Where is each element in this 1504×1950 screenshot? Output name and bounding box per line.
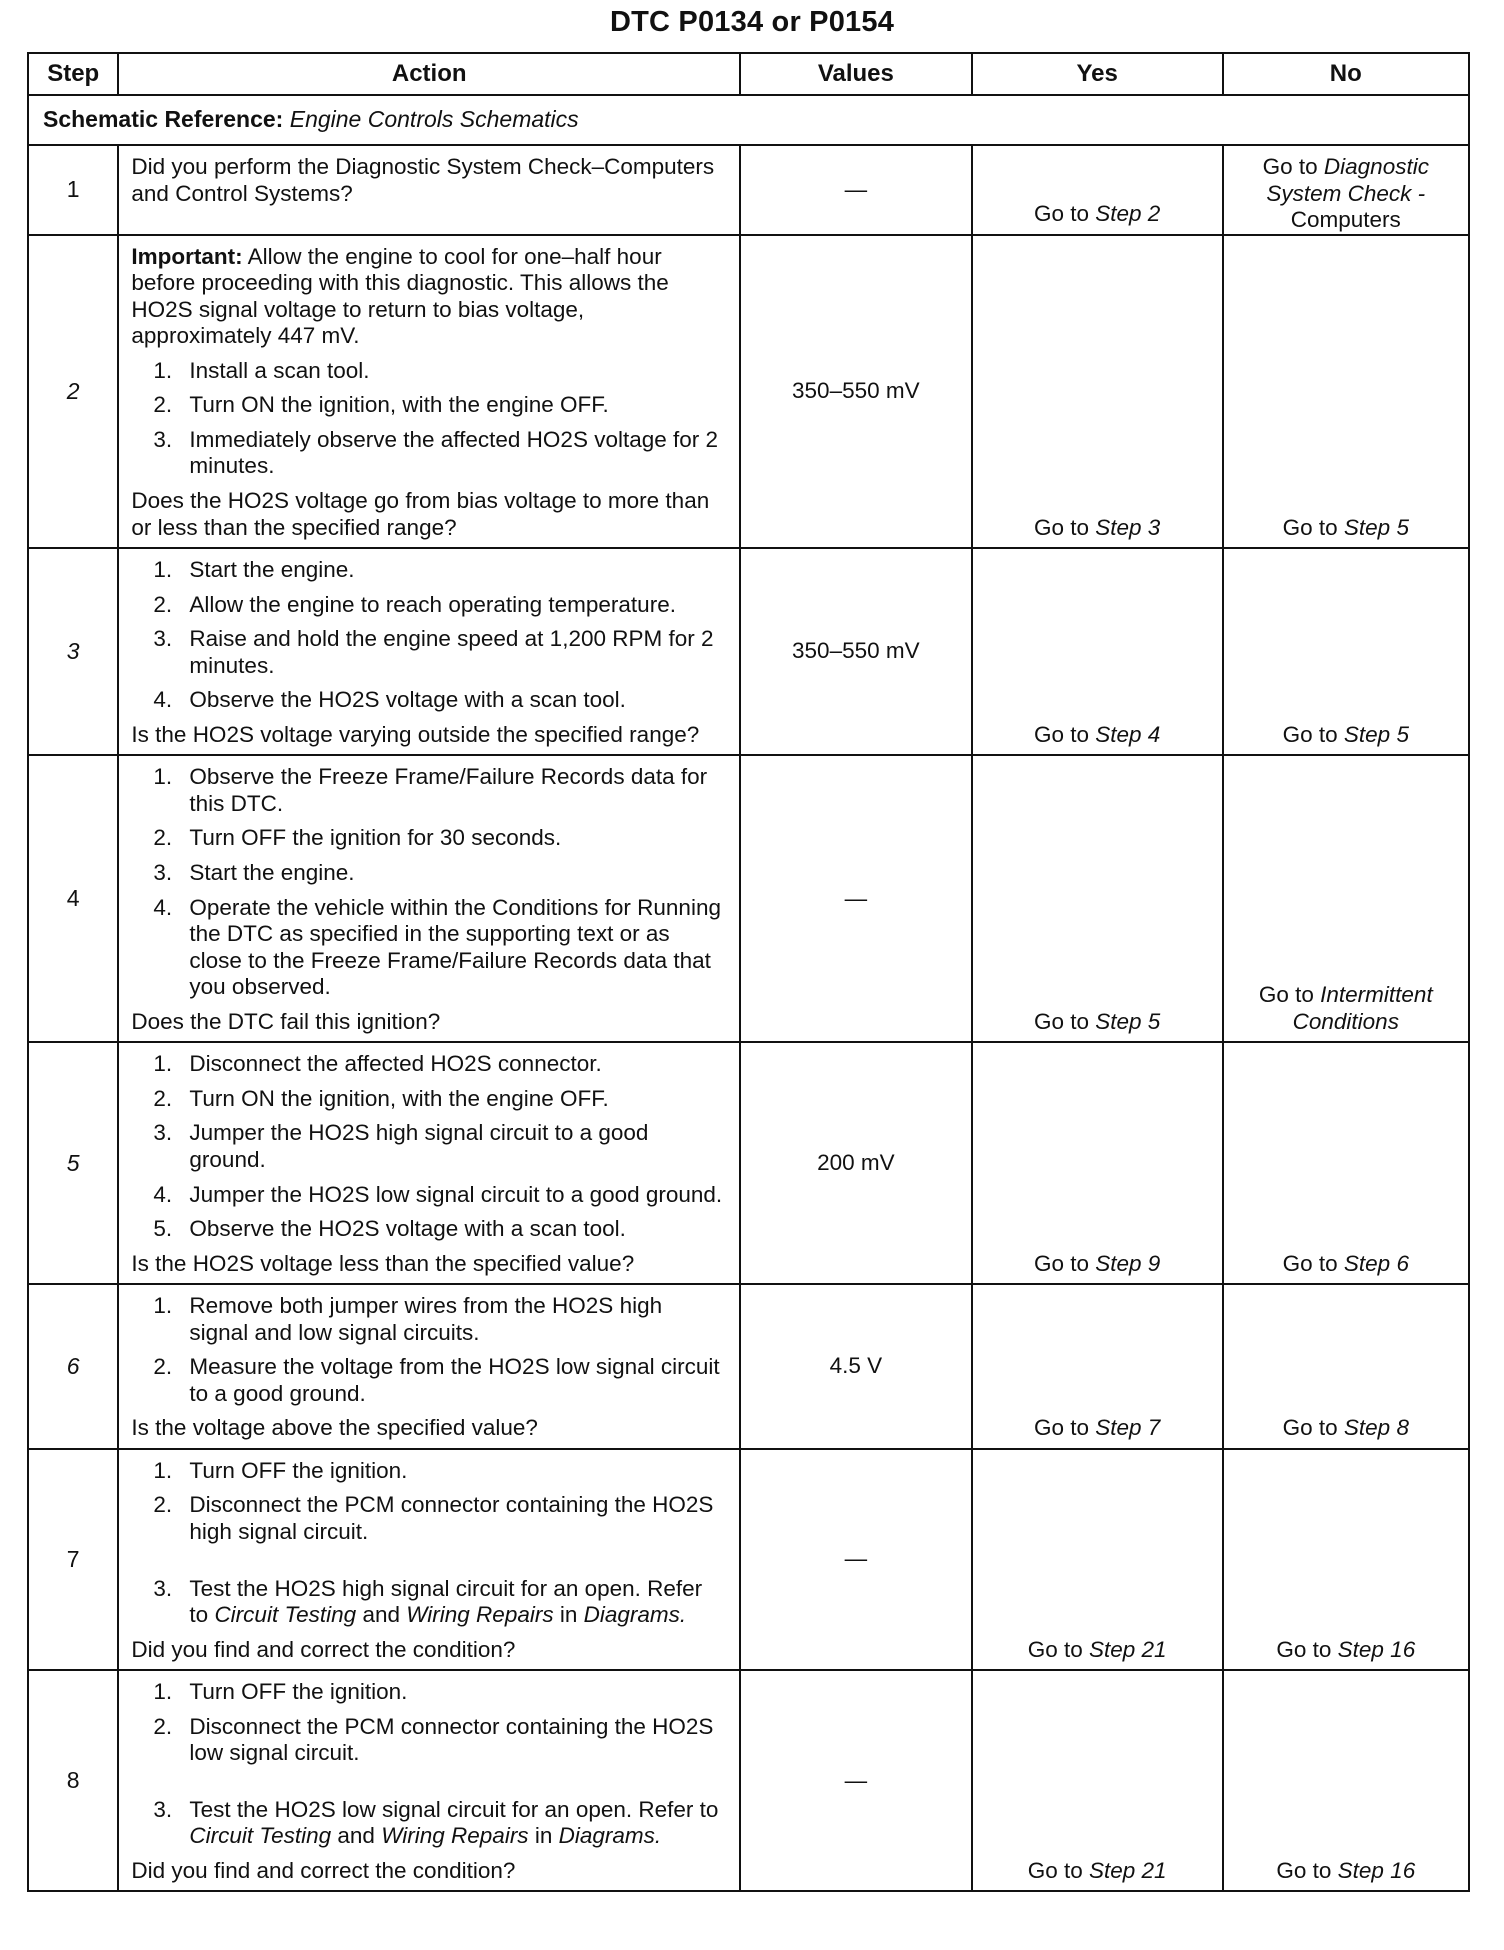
go-to-text: Go to [1033,1415,1089,1441]
values-cell: — [740,145,972,235]
yes-cell [972,1670,1223,1891]
table-row [28,548,1469,755]
action-cell [118,145,740,235]
no-link[interactable]: Step 5 [1343,721,1409,747]
list-item: 1. Turn OFF the ignition. [153,1457,408,1483]
yes-link[interactable]: Step 3 [1095,514,1161,540]
list-item: 1. Disconnect the affected HO2S connector. [153,1051,602,1077]
go-to-text: Go to [1027,1636,1083,1662]
yes-cell [972,548,1223,755]
list-item: 1. Start the engine. [153,557,355,583]
no-link[interactable]: Step 6 [1343,1250,1409,1276]
yes-link[interactable]: Step 7 [1095,1415,1161,1441]
yes-cell [972,1042,1223,1284]
values-cell: 4.5 V [740,1284,972,1449]
step-number: 3 [28,548,118,755]
action-question: Did you perform the Diagnostic System Check–Computers and Control Systems? [131,154,715,206]
no-cell [1223,1670,1469,1891]
action-steps [131,1679,727,1850]
list-item: 5. Observe the HO2S voltage with a scan tool. [153,1216,626,1242]
action-question: Does the HO2S voltage go from bias voltage to more than or less than the specified range? [131,488,710,540]
table-row [28,235,1469,548]
list-item: 1. Observe the Freeze Frame/Failure Records data for this DTC. [153,764,708,816]
go-to-text: Go to [1033,1250,1089,1276]
important-text: Allow the engine to cool for one–half hour before proceeding with this diagnostic. This allows the HO2S signal voltage to return to bias voltage, approximately 447 mV. [131,243,669,349]
table-row [28,1284,1469,1449]
yes-cell [972,1449,1223,1670]
action-steps [131,1293,727,1407]
step-number: 8 [28,1670,118,1891]
header-yes: Yes [972,53,1223,95]
go-to-text: Go to [1033,1008,1089,1034]
schematic-reference-label: Schematic Reference: [43,106,284,133]
list-item: 1. Remove both jumper wires from the HO2S high signal and low signal circuits. [153,1293,663,1345]
schematic-reference-link[interactable]: Engine Controls Schematics [289,106,579,133]
go-to-text: Go to [1258,982,1314,1008]
diagrams-link[interactable]: Diagrams. [583,1602,687,1628]
no-cell [1223,548,1469,755]
action-steps [131,557,727,714]
wiring-repairs-link[interactable]: Wiring Repairs [406,1602,554,1628]
yes-cell [972,145,1223,235]
no-cell [1223,1284,1469,1449]
values-cell: 200 mV [740,1042,972,1284]
yes-link[interactable]: Step 21 [1088,1636,1167,1662]
yes-cell [972,235,1223,548]
list-item: 2. Disconnect the PCM connector containing the HO2S low signal circuit. [153,1713,714,1766]
step-number: 6 [28,1284,118,1449]
table-row [28,755,1469,1042]
no-link[interactable]: Step 16 [1337,1857,1416,1883]
list-item: 2. Turn ON the ignition, with the engine OFF. [153,1085,609,1111]
action-steps [131,358,727,480]
values-cell: — [740,755,972,1042]
important-label: Important: [131,243,243,269]
no-cell [1223,1449,1469,1670]
header-action: Action [118,53,740,95]
go-to-text: Go to [1282,514,1338,540]
go-to-text: Go to [1027,1857,1083,1883]
step-number: 4 [28,755,118,1042]
step-number: 1 [28,145,118,235]
values-cell: 350–550 mV [740,548,972,755]
header-row [28,53,1469,95]
list-item: 3. Raise and hold the engine speed at 1,200 RPM for 2 minutes. [153,626,714,678]
table-row [28,145,1469,235]
go-to-text: Go to [1033,514,1089,540]
list-item: 3. Start the engine. [153,860,355,886]
no-link[interactable]: Step 16 [1337,1636,1416,1662]
list-item: 2. Allow the engine to reach operating temperature. [153,591,676,617]
step-number: 5 [28,1042,118,1284]
list-item: 4. Operate the vehicle within the Conditions for Running the DTC as specified in the supporting text or as close to the Freeze Frame/Failure Records data that you observed. [153,894,721,1000]
no-cell [1223,1042,1469,1284]
no-cell [1223,235,1469,548]
action-cell [118,755,740,1042]
list-item: 2. Disconnect the PCM connector containing the HO2S high signal circuit. [153,1492,714,1544]
action-question: Did you find and correct the condition? [131,1857,516,1883]
go-to-text: Go to [1282,1415,1338,1441]
values-cell: — [740,1449,972,1670]
no-link[interactable]: Step 5 [1343,514,1409,540]
action-steps [131,1051,727,1242]
go-to-text: Go to [1262,154,1318,179]
go-to-text: Go to [1033,201,1089,227]
values-cell: — [740,1670,972,1891]
table-row [28,1670,1469,1891]
list-item: 4. Jumper the HO2S low signal circuit to a good ground. [153,1181,723,1207]
list-item: 3. Test the HO2S high signal circuit for an open. Refer to Circuit Testing and Wiring Repairs in Diagrams. [153,1575,703,1628]
schematic-reference-row [28,95,1469,145]
list-item: 2. Measure the voltage from the HO2S low signal circuit to a good ground. [153,1354,720,1406]
no-link[interactable]: Intermittent Conditions [1292,982,1433,1034]
list-item: 2. Turn ON the ignition, with the engine OFF. [153,392,609,418]
step-number: 7 [28,1449,118,1670]
go-to-text: Go to [1282,721,1338,747]
no-cell [1223,755,1469,1042]
values-cell: 350–550 mV [740,235,972,548]
table-row [28,1449,1469,1670]
yes-link[interactable]: Step 21 [1088,1857,1167,1883]
schematic-reference [28,95,1469,145]
list-item: 3. Test the HO2S low signal circuit for an open. Refer to Circuit Testing and Wiring Repairs in Diagrams. [153,1796,719,1849]
action-cell [118,235,740,548]
yes-link[interactable]: Step 5 [1095,1008,1161,1034]
header-step: Step [28,53,118,95]
go-to-text: Go to [1033,721,1089,747]
action-cell [118,1042,740,1284]
page-title: DTC P0134 or P0154 [609,6,895,38]
yes-link[interactable]: Step 2 [1095,201,1161,227]
list-item: 1. Turn OFF the ignition. [153,1679,408,1705]
list-item: 1. Install a scan tool. [153,357,370,383]
no-link-suffix[interactable]: Computers [1290,207,1401,233]
list-item: 2. Turn OFF the ignition for 30 seconds. [153,825,562,851]
yes-cell [972,755,1223,1042]
list-item: 3. Immediately observe the affected HO2S voltage for 2 minutes. [153,426,719,479]
no-link[interactable]: Diagnostic System Check - [1266,154,1429,206]
circuit-testing-link[interactable]: Circuit Testing [214,1602,357,1628]
go-to-text: Go to [1276,1636,1332,1662]
action-question: Does the DTC fail this ignition? [131,1008,441,1034]
circuit-testing-link[interactable]: Circuit Testing [189,1823,332,1849]
list-item: 3. Jumper the HO2S high signal circuit to a good ground. [153,1120,649,1172]
list-item: 4. Observe the HO2S voltage with a scan tool. [153,687,626,713]
action-question: Did you find and correct the condition? [131,1636,516,1662]
action-question: Is the HO2S voltage varying outside the specified range? [131,721,700,747]
action-question: Is the voltage above the specified value? [131,1415,538,1441]
no-link[interactable]: Step 8 [1343,1415,1409,1441]
action-steps [131,764,727,1000]
header-values: Values [740,53,972,95]
action-cell [118,1449,740,1670]
header-no: No [1223,53,1469,95]
yes-link[interactable]: Step 4 [1095,721,1161,747]
yes-link[interactable]: Step 9 [1095,1250,1161,1276]
action-steps [131,1458,727,1629]
important-note [131,244,727,350]
go-to-text: Go to [1276,1857,1332,1883]
go-to-text: Go to [1282,1250,1338,1276]
table-row [28,1042,1469,1284]
action-cell [118,1284,740,1449]
diagnostic-table [27,52,1470,1892]
diagrams-link[interactable]: Diagrams. [558,1823,662,1849]
step-number: 2 [28,235,118,548]
action-question: Is the HO2S voltage less than the specified value? [131,1250,635,1276]
wiring-repairs-link[interactable]: Wiring Repairs [381,1823,529,1849]
action-cell [118,1670,740,1891]
no-cell [1223,145,1469,235]
action-cell [118,548,740,755]
yes-cell [972,1284,1223,1449]
